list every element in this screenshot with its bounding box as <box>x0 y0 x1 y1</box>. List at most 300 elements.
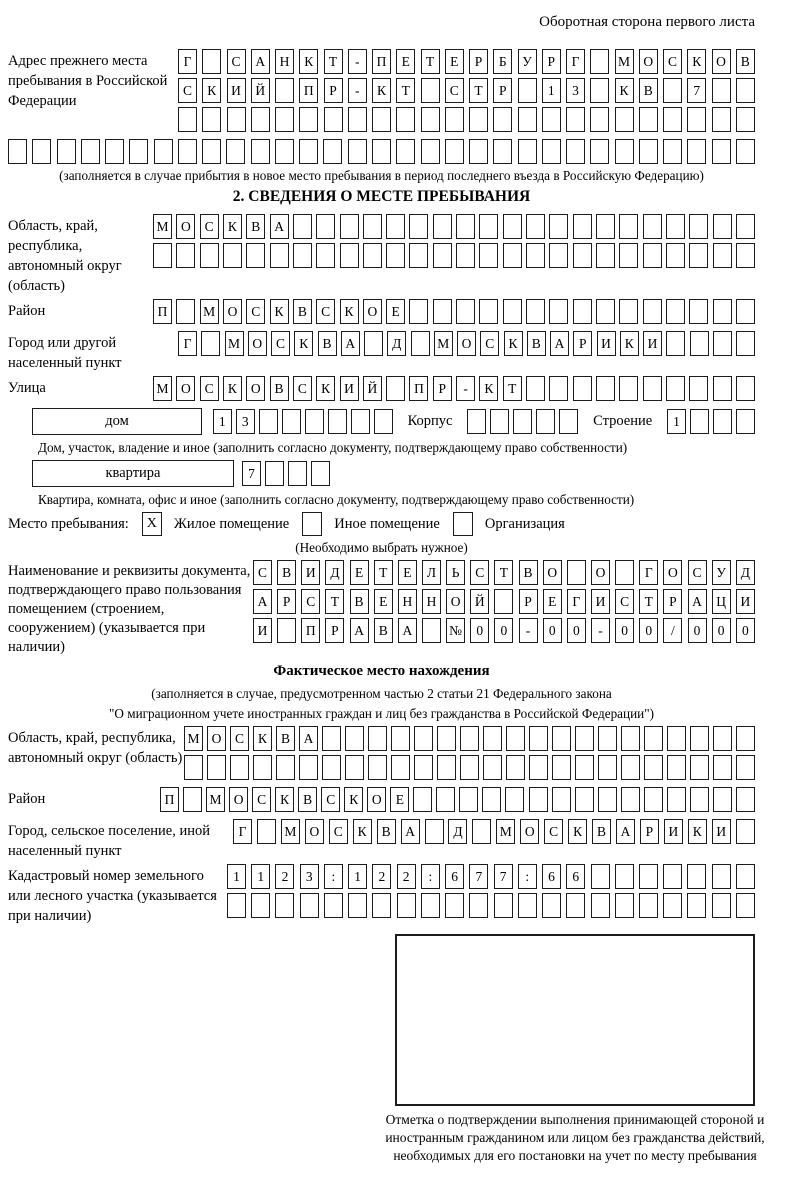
char-cell[interactable]: Т <box>494 560 513 585</box>
char-cell[interactable]: И <box>253 618 272 643</box>
char-cell[interactable] <box>619 299 638 324</box>
char-cell[interactable] <box>178 139 197 164</box>
char-cell[interactable]: М <box>434 331 453 356</box>
char-cell[interactable] <box>300 893 319 918</box>
char-cell[interactable] <box>421 139 440 164</box>
char-cell[interactable]: Р <box>640 819 659 844</box>
char-cell[interactable]: К <box>504 331 523 356</box>
char-cell[interactable] <box>526 214 545 239</box>
char-cell[interactable] <box>549 243 568 268</box>
char-cell[interactable]: Р <box>277 589 296 614</box>
char-cell[interactable] <box>154 139 173 164</box>
char-cell[interactable]: К <box>620 331 639 356</box>
char-cell[interactable]: Л <box>422 560 441 585</box>
char-cell[interactable] <box>490 409 509 434</box>
char-cell[interactable]: В <box>246 214 265 239</box>
char-cell[interactable] <box>666 331 685 356</box>
char-cell[interactable] <box>467 409 486 434</box>
char-cell[interactable]: О <box>176 214 195 239</box>
char-cell[interactable] <box>483 755 502 780</box>
char-cell[interactable] <box>445 107 464 132</box>
char-cell[interactable]: М <box>153 376 172 401</box>
char-cell[interactable]: К <box>615 78 634 103</box>
char-cell[interactable] <box>176 299 195 324</box>
char-cell[interactable]: В <box>318 331 337 356</box>
char-cell[interactable]: С <box>316 299 335 324</box>
char-cell[interactable]: И <box>340 376 359 401</box>
char-cell[interactable] <box>251 107 270 132</box>
char-cell[interactable] <box>32 139 51 164</box>
char-cell[interactable]: А <box>251 49 270 74</box>
char-cell[interactable] <box>345 755 364 780</box>
char-cell[interactable] <box>386 214 405 239</box>
char-cell[interactable]: Д <box>387 331 406 356</box>
char-cell[interactable]: Р <box>519 589 538 614</box>
char-cell[interactable] <box>506 726 525 751</box>
char-cell[interactable] <box>445 893 464 918</box>
char-cell[interactable]: С <box>480 331 499 356</box>
char-cell[interactable] <box>575 787 594 812</box>
char-cell[interactable]: - <box>519 618 538 643</box>
char-cell[interactable]: К <box>270 299 289 324</box>
char-cell[interactable]: В <box>736 49 755 74</box>
char-cell[interactable] <box>277 618 296 643</box>
char-cell[interactable]: 7 <box>494 864 513 889</box>
char-cell[interactable]: Г <box>178 331 197 356</box>
char-cell[interactable] <box>459 787 478 812</box>
char-cell[interactable]: Н <box>398 589 417 614</box>
char-cell[interactable] <box>436 787 455 812</box>
zhiloe-checkbox[interactable]: X <box>142 512 162 536</box>
char-cell[interactable]: В <box>293 299 312 324</box>
char-cell[interactable]: В <box>298 787 317 812</box>
char-cell[interactable] <box>619 376 638 401</box>
char-cell[interactable] <box>573 376 592 401</box>
char-cell[interactable] <box>575 755 594 780</box>
char-cell[interactable] <box>621 787 640 812</box>
char-cell[interactable] <box>713 787 732 812</box>
char-cell[interactable] <box>736 78 755 103</box>
char-cell[interactable]: А <box>616 819 635 844</box>
char-cell[interactable]: В <box>592 819 611 844</box>
char-cell[interactable] <box>690 331 709 356</box>
char-cell[interactable] <box>736 376 755 401</box>
char-cell[interactable] <box>518 139 537 164</box>
char-cell[interactable]: С <box>200 214 219 239</box>
char-cell[interactable] <box>505 787 524 812</box>
char-cell[interactable] <box>153 243 172 268</box>
char-cell[interactable]: А <box>401 819 420 844</box>
char-cell[interactable] <box>469 893 488 918</box>
char-cell[interactable]: Е <box>350 560 369 585</box>
char-cell[interactable]: К <box>275 787 294 812</box>
char-cell[interactable] <box>713 243 732 268</box>
char-cell[interactable]: - <box>591 618 610 643</box>
char-cell[interactable]: 3 <box>566 78 585 103</box>
char-cell[interactable] <box>275 139 294 164</box>
char-cell[interactable] <box>8 139 27 164</box>
char-cell[interactable] <box>456 243 475 268</box>
char-cell[interactable]: М <box>615 49 634 74</box>
char-cell[interactable]: Р <box>573 331 592 356</box>
char-cell[interactable]: С <box>200 376 219 401</box>
char-cell[interactable] <box>374 409 393 434</box>
char-cell[interactable] <box>518 78 537 103</box>
char-cell[interactable]: 0 <box>494 618 513 643</box>
char-cell[interactable] <box>666 299 685 324</box>
char-cell[interactable]: В <box>277 560 296 585</box>
char-cell[interactable] <box>590 49 609 74</box>
char-cell[interactable] <box>226 139 245 164</box>
char-cell[interactable] <box>736 139 755 164</box>
char-cell[interactable] <box>482 787 501 812</box>
char-cell[interactable]: П <box>301 618 320 643</box>
char-cell[interactable] <box>316 214 335 239</box>
char-cell[interactable]: П <box>153 299 172 324</box>
char-cell[interactable] <box>644 787 663 812</box>
char-cell[interactable] <box>386 243 405 268</box>
char-cell[interactable] <box>409 299 428 324</box>
char-cell[interactable]: О <box>543 560 562 585</box>
char-cell[interactable]: Й <box>363 376 382 401</box>
char-cell[interactable]: В <box>377 819 396 844</box>
char-cell[interactable]: В <box>527 331 546 356</box>
char-cell[interactable] <box>409 243 428 268</box>
char-cell[interactable]: И <box>736 589 755 614</box>
char-cell[interactable]: Г <box>639 560 658 585</box>
char-cell[interactable]: С <box>663 49 682 74</box>
char-cell[interactable] <box>201 331 220 356</box>
char-cell[interactable]: 1 <box>213 409 232 434</box>
char-cell[interactable]: К <box>688 819 707 844</box>
char-cell[interactable] <box>643 243 662 268</box>
char-cell[interactable]: С <box>329 819 348 844</box>
char-cell[interactable]: К <box>372 78 391 103</box>
char-cell[interactable] <box>493 107 512 132</box>
char-cell[interactable] <box>736 755 755 780</box>
char-cell[interactable] <box>573 214 592 239</box>
char-cell[interactable] <box>667 726 686 751</box>
char-cell[interactable] <box>526 243 545 268</box>
char-cell[interactable] <box>506 755 525 780</box>
char-cell[interactable]: А <box>341 331 360 356</box>
char-cell[interactable] <box>713 299 732 324</box>
char-cell[interactable]: Е <box>386 299 405 324</box>
char-cell[interactable]: С <box>252 787 271 812</box>
char-cell[interactable] <box>615 107 634 132</box>
char-cell[interactable]: Е <box>543 589 562 614</box>
char-cell[interactable]: - <box>348 78 367 103</box>
char-cell[interactable]: В <box>350 589 369 614</box>
char-cell[interactable]: М <box>225 331 244 356</box>
char-cell[interactable] <box>183 787 202 812</box>
char-cell[interactable]: О <box>176 376 195 401</box>
char-cell[interactable] <box>348 107 367 132</box>
char-cell[interactable] <box>421 78 440 103</box>
char-cell[interactable] <box>712 78 731 103</box>
char-cell[interactable] <box>596 243 615 268</box>
char-cell[interactable] <box>590 139 609 164</box>
char-cell[interactable]: - <box>456 376 475 401</box>
char-cell[interactable] <box>596 214 615 239</box>
char-cell[interactable]: В <box>374 618 393 643</box>
char-cell[interactable]: В <box>639 78 658 103</box>
char-cell[interactable]: Т <box>324 49 343 74</box>
char-cell[interactable]: С <box>271 331 290 356</box>
char-cell[interactable] <box>529 755 548 780</box>
char-cell[interactable] <box>643 376 662 401</box>
char-cell[interactable] <box>690 755 709 780</box>
char-cell[interactable] <box>433 243 452 268</box>
char-cell[interactable] <box>529 787 548 812</box>
char-cell[interactable] <box>421 107 440 132</box>
char-cell[interactable] <box>663 139 682 164</box>
char-cell[interactable] <box>639 864 658 889</box>
char-cell[interactable] <box>433 299 452 324</box>
char-cell[interactable] <box>687 864 706 889</box>
char-cell[interactable] <box>712 139 731 164</box>
char-cell[interactable] <box>542 893 561 918</box>
char-cell[interactable]: О <box>248 331 267 356</box>
char-cell[interactable]: И <box>712 819 731 844</box>
char-cell[interactable]: К <box>344 787 363 812</box>
char-cell[interactable] <box>687 107 706 132</box>
char-cell[interactable] <box>689 299 708 324</box>
char-cell[interactable]: Н <box>422 589 441 614</box>
char-cell[interactable] <box>690 787 709 812</box>
char-cell[interactable] <box>105 139 124 164</box>
char-cell[interactable]: У <box>712 560 731 585</box>
char-cell[interactable]: 7 <box>242 461 261 486</box>
char-cell[interactable] <box>422 618 441 643</box>
char-cell[interactable] <box>322 726 341 751</box>
char-cell[interactable]: С <box>301 589 320 614</box>
char-cell[interactable] <box>251 139 270 164</box>
char-cell[interactable]: Т <box>421 49 440 74</box>
char-cell[interactable]: О <box>305 819 324 844</box>
char-cell[interactable] <box>667 787 686 812</box>
char-cell[interactable] <box>202 107 221 132</box>
char-cell[interactable]: А <box>299 726 318 751</box>
char-cell[interactable] <box>566 107 585 132</box>
char-cell[interactable] <box>411 331 430 356</box>
char-cell[interactable] <box>644 726 663 751</box>
char-cell[interactable] <box>324 107 343 132</box>
char-cell[interactable]: А <box>253 589 272 614</box>
char-cell[interactable] <box>368 726 387 751</box>
char-cell[interactable] <box>621 755 640 780</box>
char-cell[interactable]: О <box>712 49 731 74</box>
char-cell[interactable] <box>639 893 658 918</box>
char-cell[interactable]: Й <box>251 78 270 103</box>
char-cell[interactable] <box>591 893 610 918</box>
char-cell[interactable] <box>542 139 561 164</box>
char-cell[interactable]: 2 <box>275 864 294 889</box>
char-cell[interactable]: О <box>223 299 242 324</box>
char-cell[interactable] <box>549 214 568 239</box>
char-cell[interactable] <box>503 243 522 268</box>
char-cell[interactable] <box>615 864 634 889</box>
char-cell[interactable] <box>542 107 561 132</box>
char-cell[interactable] <box>494 893 513 918</box>
char-cell[interactable]: С <box>178 78 197 103</box>
char-cell[interactable]: М <box>184 726 203 751</box>
char-cell[interactable] <box>736 214 755 239</box>
char-cell[interactable]: 0 <box>470 618 489 643</box>
char-cell[interactable]: 6 <box>445 864 464 889</box>
char-cell[interactable] <box>288 461 307 486</box>
char-cell[interactable] <box>713 755 732 780</box>
char-cell[interactable] <box>503 214 522 239</box>
char-cell[interactable]: 3 <box>236 409 255 434</box>
char-cell[interactable]: 0 <box>688 618 707 643</box>
char-cell[interactable] <box>736 819 755 844</box>
char-cell[interactable] <box>590 78 609 103</box>
char-cell[interactable]: В <box>276 726 295 751</box>
char-cell[interactable] <box>689 214 708 239</box>
char-cell[interactable]: О <box>663 560 682 585</box>
char-cell[interactable]: Т <box>396 78 415 103</box>
char-cell[interactable]: - <box>348 49 367 74</box>
char-cell[interactable] <box>667 755 686 780</box>
char-cell[interactable]: М <box>200 299 219 324</box>
char-cell[interactable] <box>479 299 498 324</box>
char-cell[interactable] <box>351 409 370 434</box>
char-cell[interactable] <box>372 139 391 164</box>
char-cell[interactable] <box>529 726 548 751</box>
char-cell[interactable] <box>690 409 709 434</box>
char-cell[interactable] <box>690 726 709 751</box>
char-cell[interactable]: Г <box>178 49 197 74</box>
char-cell[interactable] <box>265 461 284 486</box>
char-cell[interactable] <box>176 243 195 268</box>
char-cell[interactable]: : <box>518 864 537 889</box>
char-cell[interactable]: У <box>518 49 537 74</box>
char-cell[interactable] <box>322 755 341 780</box>
char-cell[interactable]: О <box>520 819 539 844</box>
char-cell[interactable]: К <box>294 331 313 356</box>
char-cell[interactable] <box>552 726 571 751</box>
char-cell[interactable]: К <box>687 49 706 74</box>
char-cell[interactable] <box>57 139 76 164</box>
char-cell[interactable] <box>503 299 522 324</box>
char-cell[interactable]: К <box>316 376 335 401</box>
char-cell[interactable]: С <box>230 726 249 751</box>
char-cell[interactable] <box>494 589 513 614</box>
char-cell[interactable] <box>275 78 294 103</box>
char-cell[interactable]: С <box>544 819 563 844</box>
char-cell[interactable] <box>566 139 585 164</box>
char-cell[interactable]: К <box>202 78 221 103</box>
char-cell[interactable] <box>469 107 488 132</box>
char-cell[interactable]: 2 <box>397 864 416 889</box>
char-cell[interactable] <box>340 214 359 239</box>
char-cell[interactable] <box>363 214 382 239</box>
char-cell[interactable] <box>736 107 755 132</box>
char-cell[interactable] <box>364 331 383 356</box>
char-cell[interactable]: М <box>206 787 225 812</box>
char-cell[interactable]: А <box>270 214 289 239</box>
char-cell[interactable]: Р <box>542 49 561 74</box>
char-cell[interactable]: С <box>321 787 340 812</box>
char-cell[interactable] <box>421 893 440 918</box>
char-cell[interactable] <box>324 893 343 918</box>
char-cell[interactable] <box>386 376 405 401</box>
char-cell[interactable] <box>526 299 545 324</box>
char-cell[interactable]: 6 <box>566 864 585 889</box>
char-cell[interactable] <box>663 893 682 918</box>
char-cell[interactable]: 0 <box>567 618 586 643</box>
char-cell[interactable] <box>598 726 617 751</box>
char-cell[interactable] <box>518 107 537 132</box>
char-cell[interactable] <box>712 864 731 889</box>
char-cell[interactable] <box>566 893 585 918</box>
char-cell[interactable] <box>433 214 452 239</box>
char-cell[interactable] <box>184 755 203 780</box>
char-cell[interactable]: М <box>496 819 515 844</box>
char-cell[interactable] <box>621 726 640 751</box>
char-cell[interactable] <box>736 864 755 889</box>
char-cell[interactable] <box>445 139 464 164</box>
char-cell[interactable]: М <box>281 819 300 844</box>
char-cell[interactable]: 0 <box>712 618 731 643</box>
char-cell[interactable]: Д <box>736 560 755 585</box>
char-cell[interactable]: / <box>663 618 682 643</box>
char-cell[interactable] <box>736 299 755 324</box>
char-cell[interactable] <box>736 787 755 812</box>
char-cell[interactable]: П <box>160 787 179 812</box>
char-cell[interactable]: 7 <box>469 864 488 889</box>
char-cell[interactable] <box>736 409 755 434</box>
char-cell[interactable]: К <box>353 819 372 844</box>
char-cell[interactable] <box>479 243 498 268</box>
char-cell[interactable] <box>396 139 415 164</box>
char-cell[interactable]: С <box>688 560 707 585</box>
char-cell[interactable]: К <box>340 299 359 324</box>
char-cell[interactable] <box>293 214 312 239</box>
char-cell[interactable] <box>276 755 295 780</box>
char-cell[interactable] <box>414 755 433 780</box>
char-cell[interactable] <box>259 409 278 434</box>
char-cell[interactable]: А <box>398 618 417 643</box>
char-cell[interactable] <box>663 107 682 132</box>
char-cell[interactable]: С <box>227 49 246 74</box>
char-cell[interactable] <box>363 243 382 268</box>
char-cell[interactable]: С <box>253 560 272 585</box>
char-cell[interactable]: 0 <box>639 618 658 643</box>
char-cell[interactable] <box>253 755 272 780</box>
char-cell[interactable] <box>663 864 682 889</box>
char-cell[interactable] <box>414 726 433 751</box>
char-cell[interactable] <box>469 139 488 164</box>
char-cell[interactable]: С <box>615 589 634 614</box>
char-cell[interactable] <box>526 376 545 401</box>
char-cell[interactable]: О <box>639 49 658 74</box>
char-cell[interactable]: О <box>363 299 382 324</box>
char-cell[interactable]: А <box>350 618 369 643</box>
char-cell[interactable] <box>460 726 479 751</box>
char-cell[interactable]: П <box>372 49 391 74</box>
char-cell[interactable]: Р <box>324 78 343 103</box>
char-cell[interactable] <box>223 243 242 268</box>
char-cell[interactable]: 2 <box>372 864 391 889</box>
char-cell[interactable] <box>666 243 685 268</box>
char-cell[interactable] <box>666 376 685 401</box>
char-cell[interactable] <box>596 299 615 324</box>
char-cell[interactable]: Р <box>325 618 344 643</box>
char-cell[interactable]: Г <box>566 49 585 74</box>
char-cell[interactable] <box>598 787 617 812</box>
